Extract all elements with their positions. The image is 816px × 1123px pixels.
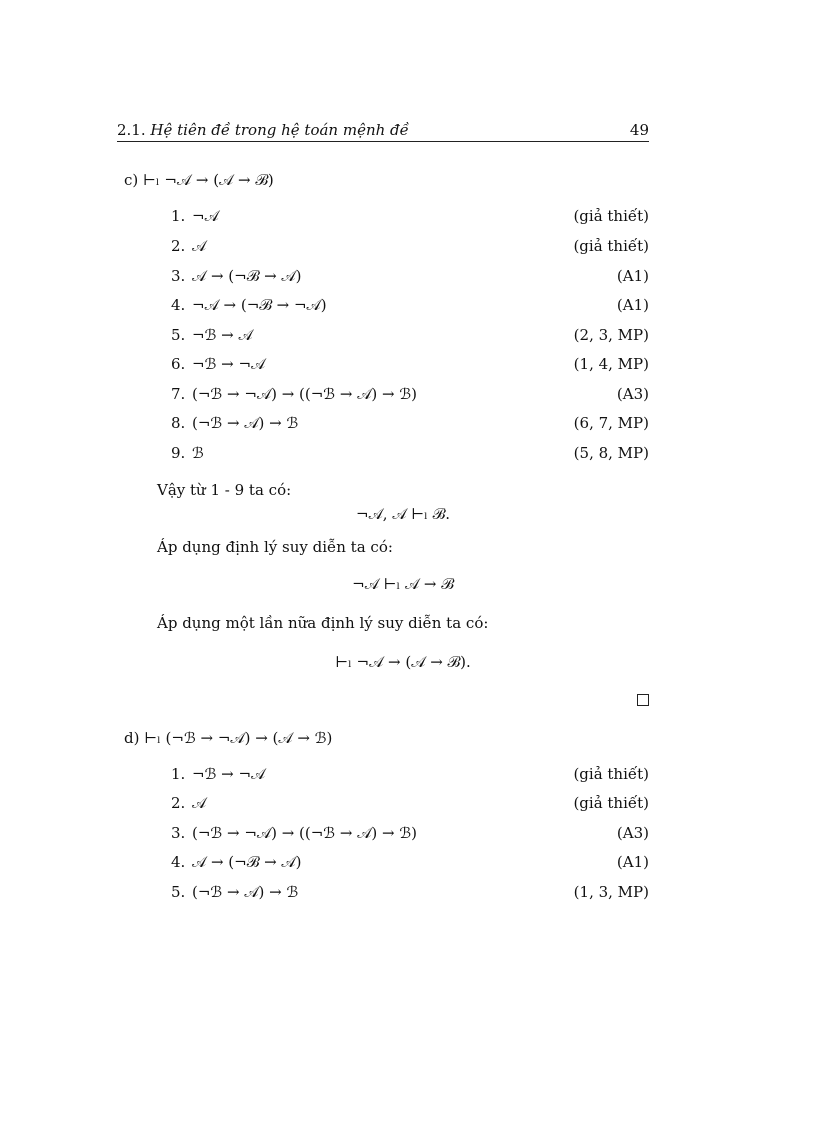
step-number: 1. bbox=[171, 765, 186, 783]
display-equation: ⊢ₗ ¬𝒜 → (𝒜 → ℬ). bbox=[335, 653, 471, 671]
step-number: 4. bbox=[171, 296, 186, 314]
step-formula: (¬ℬ → 𝒜) → ℬ bbox=[192, 414, 299, 432]
step-justification: (2, 3, MP) bbox=[573, 326, 649, 344]
step-justification: (1, 3, MP) bbox=[573, 883, 649, 901]
proof-step bbox=[171, 207, 649, 229]
step-formula: 𝒜 → (¬ℬ → 𝒜) bbox=[192, 267, 302, 285]
qed-square-icon bbox=[637, 694, 649, 706]
step-formula: ¬ℬ → ¬𝒜 bbox=[192, 765, 266, 783]
running-header bbox=[117, 119, 649, 142]
step-number: 6. bbox=[171, 355, 186, 373]
step-number: 3. bbox=[171, 824, 186, 842]
step-formula: (¬ℬ → ¬𝒜) → ((¬ℬ → 𝒜) → ℬ) bbox=[192, 385, 417, 403]
step-formula: (¬ℬ → ¬𝒜) → ((¬ℬ → 𝒜) → ℬ) bbox=[192, 824, 417, 842]
step-formula: (¬ℬ → 𝒜) → ℬ bbox=[192, 883, 299, 901]
claim-c: c) ⊢ₗ ¬𝒜 → (𝒜 → ℬ) bbox=[124, 171, 274, 189]
step-justification: (6, 7, MP) bbox=[573, 414, 649, 432]
conclusion-text: Áp dụng một lần nữa định lý suy diễn ta có: bbox=[157, 614, 489, 632]
step-number: 9. bbox=[171, 444, 186, 462]
step-number: 5. bbox=[171, 326, 186, 344]
proof-step bbox=[171, 883, 649, 905]
step-formula: ℬ bbox=[192, 444, 204, 462]
step-justification: (5, 8, MP) bbox=[573, 444, 649, 462]
step-justification: (1, 4, MP) bbox=[573, 355, 649, 373]
display-equation: ¬𝒜 ⊢ₗ 𝒜 → ℬ bbox=[352, 575, 454, 593]
step-formula: 𝒜 bbox=[192, 237, 207, 255]
proof-step bbox=[171, 414, 649, 436]
proof-step bbox=[171, 355, 649, 377]
step-number: 8. bbox=[171, 414, 186, 432]
section-number: 2.1. bbox=[117, 121, 146, 139]
proof-step bbox=[171, 326, 649, 348]
proof-step bbox=[171, 853, 649, 875]
step-formula: ¬𝒜 → (¬ℬ → ¬𝒜) bbox=[192, 296, 327, 314]
step-number: 4. bbox=[171, 853, 186, 871]
display-equation: ¬𝒜, 𝒜 ⊢ₗ ℬ. bbox=[356, 505, 450, 523]
step-justification: (A3) bbox=[616, 824, 649, 842]
step-number: 5. bbox=[171, 883, 186, 901]
step-justification: (A1) bbox=[616, 296, 649, 314]
step-formula: ¬𝒜 bbox=[192, 207, 219, 225]
step-formula: ¬ℬ → 𝒜 bbox=[192, 326, 253, 344]
step-justification: (A1) bbox=[616, 267, 649, 285]
step-justification: (A3) bbox=[616, 385, 649, 403]
step-justification: (giả thiết) bbox=[573, 237, 649, 255]
claim-d: d) ⊢ₗ (¬ℬ → ¬𝒜) → (𝒜 → ℬ) bbox=[124, 729, 333, 747]
step-justification: (giả thiết) bbox=[573, 207, 649, 225]
section-title: Hệ tiên đề trong hệ toán mệnh đề bbox=[150, 121, 409, 139]
section-heading bbox=[117, 121, 409, 139]
proof-step bbox=[171, 765, 649, 787]
proof-step bbox=[171, 824, 649, 846]
step-number: 1. bbox=[171, 207, 186, 225]
step-number: 2. bbox=[171, 794, 186, 812]
step-formula: 𝒜 → (¬ℬ → 𝒜) bbox=[192, 853, 302, 871]
page-number: 49 bbox=[629, 121, 649, 139]
proof-step bbox=[171, 385, 649, 407]
proof-step bbox=[171, 794, 649, 816]
step-number: 7. bbox=[171, 385, 186, 403]
proof-step bbox=[171, 296, 649, 318]
step-number: 3. bbox=[171, 267, 186, 285]
step-formula: 𝒜 bbox=[192, 794, 207, 812]
conclusion-text: Vậy từ 1 - 9 ta có: bbox=[157, 481, 292, 499]
proof-step bbox=[171, 237, 649, 259]
step-formula: ¬ℬ → ¬𝒜 bbox=[192, 355, 266, 373]
step-justification: (A1) bbox=[616, 853, 649, 871]
proof-step bbox=[171, 267, 649, 289]
conclusion-text: Áp dụng định lý suy diễn ta có: bbox=[157, 538, 393, 556]
step-number: 2. bbox=[171, 237, 186, 255]
step-justification: (giả thiết) bbox=[573, 794, 649, 812]
step-justification: (giả thiết) bbox=[573, 765, 649, 783]
proof-step bbox=[171, 444, 649, 466]
